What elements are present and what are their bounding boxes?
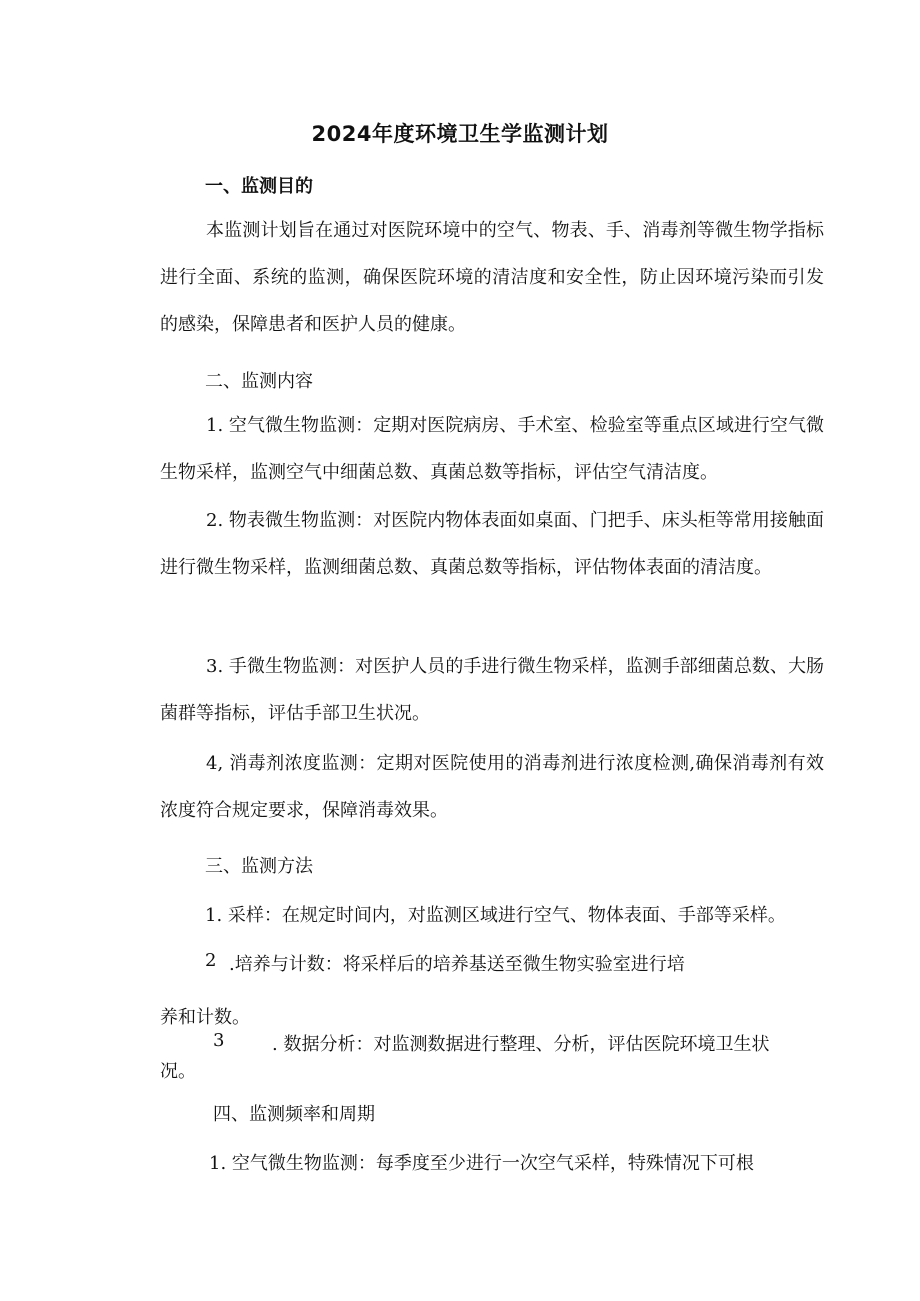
section-2-heading: 二、监测内容 bbox=[205, 371, 313, 392]
section-2-item-1: 1. 空气微生物监测：定期对医院病房、手术室、检验室等重点区域进行空气微生物采样，监测空气中细菌总数、真菌总数等指标，评估空气清洁度。 bbox=[160, 415, 824, 483]
section-4-heading: 四、监测频率和周期 bbox=[213, 1104, 375, 1125]
section-1-heading: 一、监测目的 bbox=[205, 176, 313, 197]
section-3-item-2-text: .培养与计数：将采样后的培养基送至微生物实验室进行培 bbox=[229, 954, 685, 975]
section-2-item-4: 4, 消毒剂浓度监测：定期对医院使用的消毒剂进行浓度检测,确保消毒剂有效浓度符合规定要求，保障消毒效果。 bbox=[160, 753, 824, 821]
section-4-item-1: 1. 空气微生物监测：每季度至少进行一次空气采样，特殊情况下可根 bbox=[209, 1153, 754, 1174]
section-3-item-1: 1. 采样：在规定时间内，对监测区域进行空气、物体表面、手部等采样。 bbox=[205, 905, 786, 926]
section-1-paragraph: 本监测计划旨在通过对医院环境中的空气、物表、手、消毒剂等微生物学指标进行全面、系统的监测，确保医院环境的清洁度和安全性，防止因环境污染而引发的感染，保障患者和医护人员的健康。 bbox=[160, 220, 824, 335]
section-3-heading: 三、监测方法 bbox=[205, 856, 313, 877]
section-3-item-2-number: 2 bbox=[205, 950, 217, 971]
section-3-item-3-text: . 数据分析：对监测数据进行整理、分析，评估医院环境卫生状 bbox=[272, 1034, 770, 1055]
section-3-item-3-continuation: 况。 bbox=[160, 1061, 196, 1082]
section-3-item-2-continuation: 养和计数。 bbox=[160, 1007, 250, 1028]
document-title: 2024年度环境卫生学监测计划 bbox=[311, 122, 609, 146]
section-2-item-2: 2. 物表微生物监测：对医院内物体表面如桌面、门把手、床头柜等常用接触面进行微生物采样，监测细菌总数、真菌总数等指标，评估物体表面的清洁度。 bbox=[160, 510, 824, 578]
section-2-item-3: 3. 手微生物监测：对医护人员的手进行微生物采样，监测手部细菌总数、大肠菌群等指标，评估手部卫生状况。 bbox=[160, 656, 824, 724]
section-3-item-3-number: 3 bbox=[213, 1030, 225, 1051]
